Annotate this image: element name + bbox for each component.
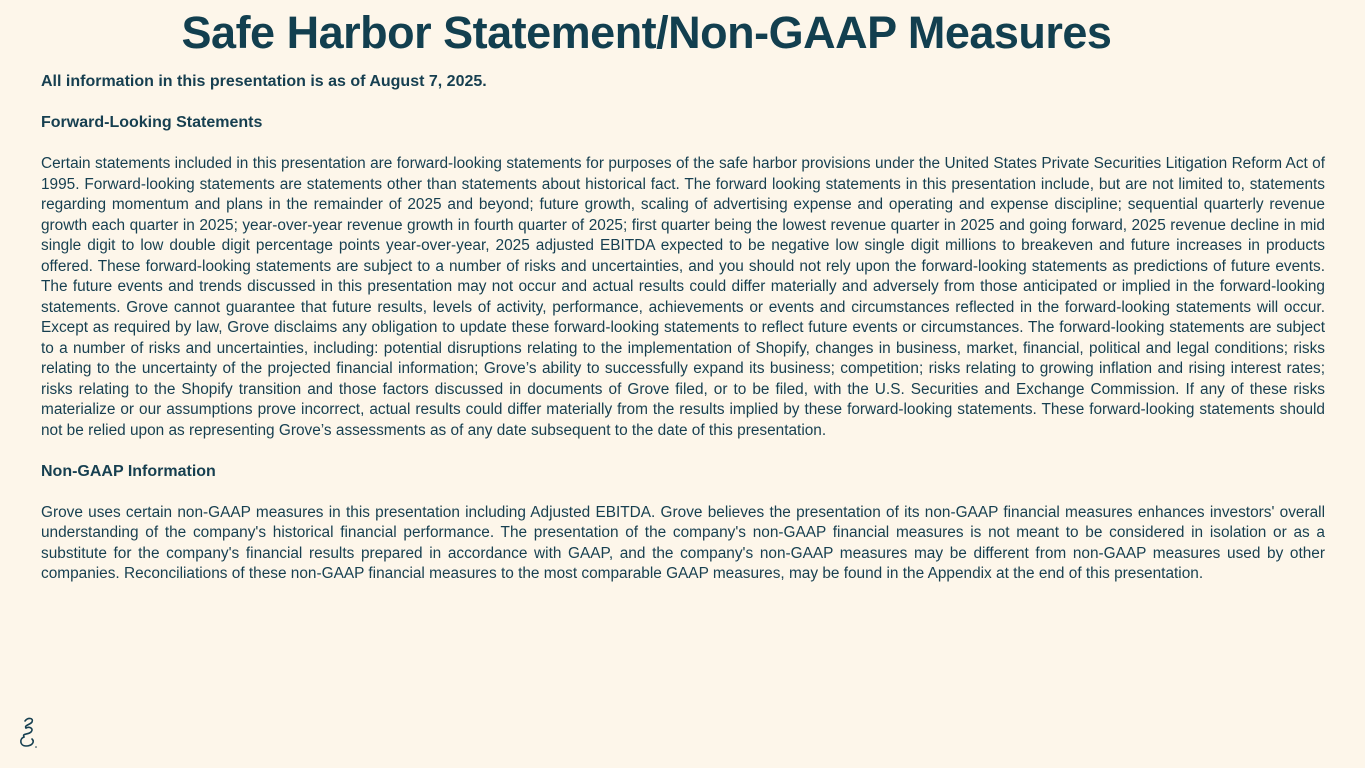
forward-looking-heading: Forward-Looking Statements <box>41 114 263 131</box>
as-of-statement: All information in this presentation is as of August 7, 2025. <box>41 73 487 90</box>
page-title: Safe Harbor Statement/Non-GAAP Measures <box>181 7 1112 58</box>
non-gaap-body: Grove uses certain non-GAAP measures in this presentation including Adjusted EBITDA. Grove believes the presentation of its non-GAAP financial measures enhances investors' overall understanding of the company's historical financial performance. The presentation of the company's non-GAAP financial measures is not meant to be considered in isolation or as a substitute for the company's financial results prepared in accordance with GAAP, and the company's non-GAAP measures may be different from non-GAAP measures used by other companies. Reconciliations of these non-GAAP financial measures to the most comparable GAAP measures, may be found in the Appendix at the end of this presentation. <box>41 503 1325 582</box>
grove-logo-icon <box>17 716 41 752</box>
disclaimer-content <box>41 72 1325 585</box>
non-gaap-heading: Non-GAAP Information <box>41 462 216 480</box>
forward-looking-body: Certain statements included in this presentation are forward-looking statements for purposes of the safe harbor provisions under the United States Private Securities Litigation Reform Act of 1995. Forward-looking statements are statements other than statements about historical fact. The forward looking statements in this presentation include, but are not limited to, statements regarding momentum and plans in the remainder of 2025 and beyond; future growth, scaling of advertising expense and operating and expense discipline; sequential quarterly revenue growth each quarter in 2025; year-over-year revenue growth in fourth quarter of 2025; first quarter being the lowest revenue quarter in 2025 and going forward, 2025 revenue decline in mid single digit to low double digit percentage points year-over-year, 2025 adjusted EBITDA expected to be negative low single digit millions to breakeven and future increases in products offered. These forward-looking statements are subject to a number of risks and uncertainties, and you should not rely upon the forward-looking statements as predictions of future events. The future events and trends discussed in this presentation may not occur and actual results could differ materially and adversely from those anticipated or implied in the forward-looking statements. Grove cannot guarantee that future results, levels of activity, performance, achievements or events and circumstances reflected in the forward-looking statements will occur. Except as required by law, Grove disclaims any obligation to update these forward-looking statements to reflect future events or circumstances. The forward-looking statements are subject to a number of risks and uncertainties, including: potential disruptions relating to the implementation of Shopify, changes in business, market, financial, political and legal conditions; risks relating to the uncertainty of the projected financial information; Grove’s ability to successfully expand its business; competition; risks relating to growing inflation and rising interest rates; risks relating to the Shopify transition and those factors discussed in documents of Grove filed, or to be filed, with the U.S. Securities and Exchange Commission. If any of these risks materialize or our assumptions prove incorrect, actual results could differ materially from the results implied by these forward-looking statements. These forward-looking statements should not be relied upon as representing Grove’s assessments as of any date subsequent to the date of this presentation. <box>41 155 1325 439</box>
